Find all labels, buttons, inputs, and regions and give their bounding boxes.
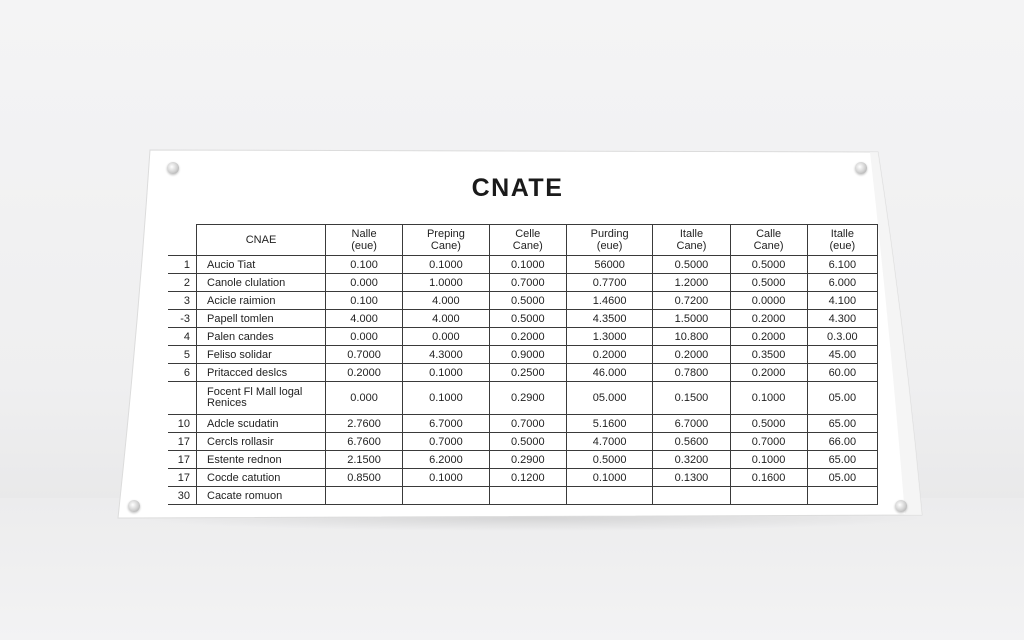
table-cell: 0.000	[326, 382, 403, 415]
table-cell: 0.1000	[730, 382, 807, 415]
table-cell: 2.1500	[326, 451, 403, 469]
table-cell: 4.3000	[403, 346, 490, 364]
table-cell: 0.1300	[653, 469, 730, 487]
table-cell: 0.7000	[489, 415, 566, 433]
table-cell: 4.7000	[566, 433, 653, 451]
table-cell: 4.3500	[566, 310, 653, 328]
table-header-row	[168, 225, 878, 256]
row-number: 17	[168, 469, 197, 487]
column-header-line1: Italle	[830, 228, 854, 240]
table-cell: 1.3000	[566, 328, 653, 346]
table-cell: 0.000	[403, 328, 490, 346]
table-cell: 05.00	[807, 469, 877, 487]
row-name: Cocde catution	[197, 469, 326, 487]
table-cell: 1.2000	[653, 274, 730, 292]
table-row	[168, 382, 878, 415]
table-cell: 0.3200	[653, 451, 730, 469]
table-cell: 60.00	[807, 364, 877, 382]
table-cell: 6.7000	[403, 415, 490, 433]
table-cell: 2.7600	[326, 415, 403, 433]
table-cell: 0.1000	[566, 469, 653, 487]
table-cell: 0.7700	[566, 274, 653, 292]
column-header	[168, 225, 197, 256]
row-number: 6	[168, 364, 197, 382]
table-cell: 0.2000	[326, 364, 403, 382]
column-header	[197, 225, 326, 256]
table-cell: 0.7000	[326, 346, 403, 364]
table-cell: 56000	[566, 256, 653, 274]
table-cell: 0.1000	[403, 469, 490, 487]
row-number	[168, 382, 197, 415]
table-cell: 0.1000	[403, 382, 490, 415]
table-cell: 0.1200	[489, 469, 566, 487]
table-cell	[403, 487, 490, 505]
table-cell: 0.1000	[403, 364, 490, 382]
row-number: 17	[168, 433, 197, 451]
row-name: Canole clulation	[197, 274, 326, 292]
row-name: Pritacced deslcs	[197, 364, 326, 382]
column-header-line2: Cane)	[512, 240, 543, 252]
row-name: Acicle raimion	[197, 292, 326, 310]
column-header-line1: Preping	[426, 228, 465, 240]
table-cell: 0.7000	[489, 274, 566, 292]
table-cell: 0.3.00	[807, 328, 877, 346]
row-number: 1	[168, 256, 197, 274]
row-number: 3	[168, 292, 197, 310]
table-row	[168, 415, 878, 433]
row-name: Adcle scudatin	[197, 415, 326, 433]
table-cell: 4.000	[403, 292, 490, 310]
table-cell: 0.7800	[653, 364, 730, 382]
row-name: Aucio Tiat	[197, 256, 326, 274]
table-cell: 4.000	[403, 310, 490, 328]
table-cell: 1.4600	[566, 292, 653, 310]
column-header	[807, 225, 877, 256]
table-cell: 0.2000	[566, 346, 653, 364]
table-row	[168, 346, 878, 364]
table-cell: 1.5000	[653, 310, 730, 328]
row-name: Feliso solidar	[197, 346, 326, 364]
table-cell: 0.000	[326, 274, 403, 292]
table-cell: 0.100	[326, 256, 403, 274]
table-row	[168, 487, 878, 505]
table-cell: 0.5000	[730, 274, 807, 292]
table-row	[168, 364, 878, 382]
table-row	[168, 451, 878, 469]
table-cell: 0.100	[326, 292, 403, 310]
column-header	[326, 225, 403, 256]
table-cell: 66.00	[807, 433, 877, 451]
table-cell: 0.5000	[489, 433, 566, 451]
table-cell: 0.1600	[730, 469, 807, 487]
column-header-line1: Calle	[756, 228, 782, 240]
table-row	[168, 433, 878, 451]
table-row	[168, 328, 878, 346]
column-header	[730, 225, 807, 256]
table-cell: 5.1600	[566, 415, 653, 433]
row-number: 2	[168, 274, 197, 292]
table-cell: 0.2500	[489, 364, 566, 382]
column-header-line2: Cane)	[430, 240, 461, 252]
column-header-line1: CNAE	[245, 234, 277, 246]
pin-bottom-right	[895, 500, 907, 512]
row-number: 5	[168, 346, 197, 364]
table-cell: 0.1000	[730, 451, 807, 469]
column-header-line1: Italle	[679, 228, 704, 240]
row-name: Estente rednon	[197, 451, 326, 469]
column-header-line2: (eue)	[351, 240, 377, 252]
row-number: -3	[168, 310, 197, 328]
table-cell: 4.000	[326, 310, 403, 328]
table-cell: 6.7000	[653, 415, 730, 433]
table-cell: 4.300	[807, 310, 877, 328]
table-cell: 0.1000	[489, 256, 566, 274]
table-cell	[653, 487, 730, 505]
data-table	[168, 224, 878, 505]
column-header-line2: (eue)	[829, 240, 856, 252]
table-cell: 0.9000	[489, 346, 566, 364]
table-cell: 46.000	[566, 364, 653, 382]
row-number: 10	[168, 415, 197, 433]
table-body	[168, 256, 878, 505]
document-title: CNATE	[471, 174, 564, 202]
table-cell: 0.5600	[653, 433, 730, 451]
table-cell: 0.5000	[489, 310, 566, 328]
table-cell: 0.2000	[730, 364, 807, 382]
column-header-line2: Cane)	[676, 240, 707, 252]
column-header	[489, 225, 566, 256]
column-header-line2: Cane)	[753, 240, 784, 252]
pin-bottom-left	[128, 500, 140, 512]
table-cell: 0.3500	[730, 346, 807, 364]
table-cell: 0.7200	[653, 292, 730, 310]
table-cell: 0.5000	[730, 415, 807, 433]
table-cell: 6.7600	[326, 433, 403, 451]
column-header-line2: (eue)	[596, 240, 623, 252]
table-cell	[489, 487, 566, 505]
row-name: Cacate romuon	[197, 487, 326, 505]
table-cell: 0.5000	[653, 256, 730, 274]
table-cell: 65.00	[807, 415, 877, 433]
table-cell: 0.8500	[326, 469, 403, 487]
table-row	[168, 292, 878, 310]
table-cell	[730, 487, 807, 505]
table-cell: 0.2900	[489, 382, 566, 415]
table-cell: 4.100	[807, 292, 877, 310]
row-number: 30	[168, 487, 197, 505]
column-header-line1: Purding	[590, 228, 629, 240]
table-cell: 1.0000	[403, 274, 490, 292]
row-name: Cercls rollasir	[197, 433, 326, 451]
table-cell: 0.5000	[730, 256, 807, 274]
row-number: 17	[168, 451, 197, 469]
table-row	[168, 469, 878, 487]
table-cell: 0.2000	[653, 346, 730, 364]
table-cell	[807, 487, 877, 505]
table-cell: 0.2900	[489, 451, 566, 469]
table-cell: 0.0000	[730, 292, 807, 310]
table-row	[168, 274, 878, 292]
column-header	[403, 225, 490, 256]
table-cell: 6.000	[807, 274, 877, 292]
table-cell: 6.100	[807, 256, 877, 274]
table-cell: 0.1000	[403, 256, 490, 274]
table-cell: 65.00	[807, 451, 877, 469]
table-cell: 0.2000	[489, 328, 566, 346]
table-cell: 0.000	[326, 328, 403, 346]
table-cell: 05.000	[566, 382, 653, 415]
table-cell: 0.7000	[403, 433, 490, 451]
table-cell	[566, 487, 653, 505]
table-cell: 0.5000	[489, 292, 566, 310]
table-cell	[326, 487, 403, 505]
sheet-content	[150, 150, 885, 510]
table-row	[168, 256, 878, 274]
row-name: Focent Fl Mall logal Renices	[197, 382, 326, 415]
table-cell: 05.00	[807, 382, 877, 415]
table-cell: 45.00	[807, 346, 877, 364]
table-cell: 6.2000	[403, 451, 490, 469]
column-header-line1: Nalle	[351, 228, 377, 240]
table-cell: 0.1500	[653, 382, 730, 415]
table-cell: 0.5000	[566, 451, 653, 469]
column-header	[566, 225, 653, 256]
column-header-line1: Celle	[515, 228, 541, 240]
table-row	[168, 310, 878, 328]
table-cell: 10.800	[653, 328, 730, 346]
row-name: Palen candes	[197, 328, 326, 346]
column-header	[653, 225, 730, 256]
row-name: Papell tomlen	[197, 310, 326, 328]
table-cell: 0.2000	[730, 328, 807, 346]
table-cell: 0.7000	[730, 433, 807, 451]
row-number: 4	[168, 328, 197, 346]
table-cell: 0.2000	[730, 310, 807, 328]
